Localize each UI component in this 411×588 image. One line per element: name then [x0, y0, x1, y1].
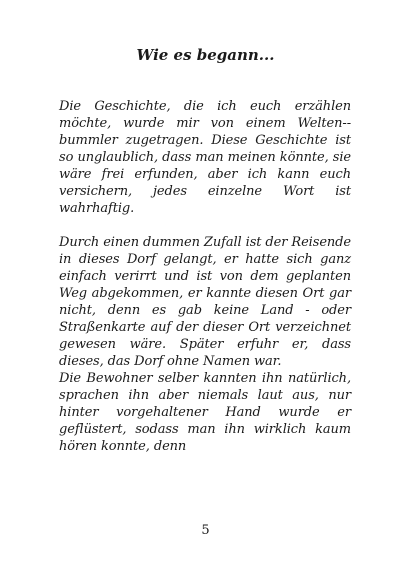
paragraph-2: Durch einen dummen Zufall ist der Reisende in dieses Dorf gelangt, er hatte sich ganz einfach verirrt und ist von dem geplanten Weg abgekommen, er kannte diesen Ort gar nicht, denn es gab keine Land - oder Straßenkarte auf der dieser Ort verzeichnet gewesen wäre. Später erfuhr er, dass dieses, das Dorf ohne Namen war. [59, 235, 351, 369]
chapter-title: Wie es begann... [136, 46, 275, 64]
paragraph-1: Die Geschichte, die ich euch erzählen möchte, wurde mir von einem Welten-- bummler zugetragen. Diese Geschichte ist so unglaublich, dass man meinen könnte, sie wäre frei erfunden, aber ich kann euch versichern, jedes einzelne Wort ist wahrhaftig. [59, 99, 351, 216]
paragraph-3: Die Bewohner selber kannten ihn natürlich, sprachen ihn aber niemals laut aus, nur hinter vorgehaltener Hand wurde er geflüstert, sodass man ihn wirklich kaum hören konnte, denn [59, 371, 351, 454]
paragraph-spacer [59, 217, 351, 234]
chapter-body [59, 98, 351, 455]
page-number: 5 [201, 523, 210, 538]
